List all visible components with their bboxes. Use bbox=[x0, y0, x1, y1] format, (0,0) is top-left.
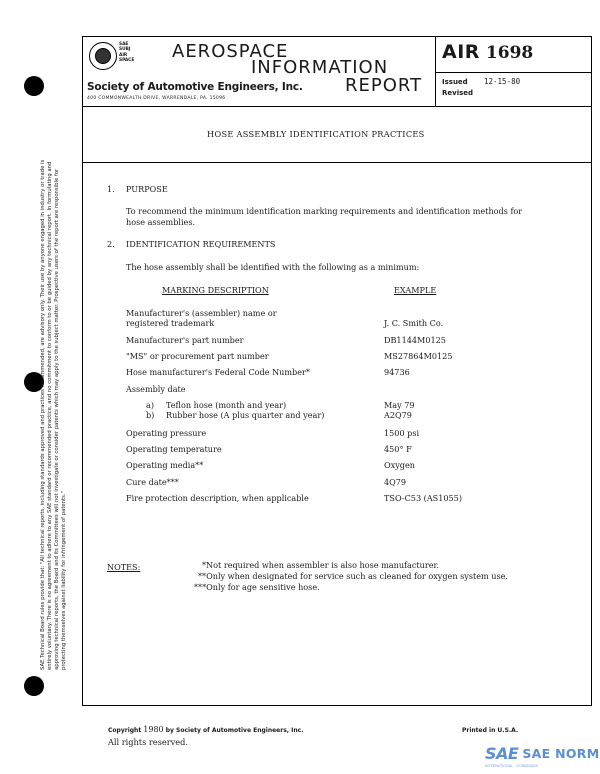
copyright-owner: by Society of Automotive Engineers, Inc. bbox=[165, 727, 304, 734]
table-row-desc: Fire protection description, when applicable bbox=[126, 493, 309, 503]
table-row-example: May 79 bbox=[384, 400, 415, 410]
table-row-example: Oxygen bbox=[384, 460, 415, 470]
note-line: **Only when designated for service such as cleaned for oxygen system use. bbox=[198, 571, 509, 581]
rights-reserved: All rights reserved. bbox=[108, 737, 188, 747]
table-row-prefix: a) bbox=[146, 400, 154, 410]
date-labels bbox=[442, 77, 473, 99]
issued-date: 12-15-80 bbox=[484, 77, 521, 86]
table-row-example: A2Q79 bbox=[384, 410, 412, 420]
air-label: AIR bbox=[442, 41, 480, 63]
table-row-example: 4Q79 bbox=[384, 477, 407, 487]
document-title-band bbox=[83, 107, 591, 163]
table-row-desc: Operating pressure bbox=[126, 428, 207, 438]
document-id-panel bbox=[435, 37, 591, 107]
notes-label: NOTES: bbox=[107, 562, 141, 572]
header-title-aerospace: AEROSPACE bbox=[172, 41, 289, 62]
sae-logo bbox=[89, 42, 117, 70]
table-row-desc: Operating temperature bbox=[126, 444, 222, 454]
sae-norm-logo-icon: SAE bbox=[485, 744, 519, 763]
logo-word: SPACE bbox=[119, 58, 135, 64]
air-number: 1698 bbox=[485, 43, 534, 63]
brand-subtitle: INTERNATIONAL · STANDARDS bbox=[485, 764, 538, 768]
copyright bbox=[108, 725, 304, 734]
table-row-desc: registered trademark bbox=[126, 318, 215, 328]
table-row-desc: Teflon hose (month and year) bbox=[166, 400, 287, 410]
table-row-example: MS27864M0125 bbox=[384, 351, 453, 361]
issued-label: Issued bbox=[442, 78, 468, 86]
society-name: Society of Automotive Engineers, Inc. bbox=[87, 81, 303, 93]
note-line: ***Only for age sensitive hose. bbox=[194, 582, 320, 592]
air-number-box bbox=[436, 37, 591, 73]
punch-hole-top bbox=[24, 76, 44, 96]
sae-norm-watermark bbox=[485, 744, 599, 763]
sae-logo-emblem-icon bbox=[95, 48, 111, 64]
table-row-example: DB1144M0125 bbox=[384, 335, 446, 345]
logo-word: AIR bbox=[119, 52, 128, 58]
table-row-desc: Hose manufacturer's Federal Code Number* bbox=[126, 367, 310, 377]
table-row-desc: Manufacturer's part number bbox=[126, 335, 244, 345]
table-row-desc: Cure date*** bbox=[126, 477, 179, 487]
note-line: *Not required when assembler is also hose manufacturer. bbox=[202, 560, 440, 570]
punch-hole-bottom bbox=[24, 676, 44, 696]
copyright-label: Copyright bbox=[108, 727, 142, 734]
logo-word: SUBJ bbox=[119, 47, 131, 53]
section-number: 1. bbox=[107, 184, 115, 194]
section-number: 2. bbox=[107, 239, 115, 249]
table-row-example: 1500 psi bbox=[384, 428, 420, 438]
disclaimer-text: SAE Technical Board rules provide that: "All technical reports, including standards approved and practices recommended, are advisory only. Their use by anyone engaged in industry or trade is entirely voluntary. There is no agreement to adhere to any SAE standard or recommended practice, and no commitment to conform to or be guided by any technical report. In formulating and approving technical reports, the Board and its Committees will not investigate or consider patents which may apply to the subject matter. Prospective users of the report are responsible for protecting themselves against liability for infringement of patents." bbox=[40, 159, 67, 670]
logo-words bbox=[119, 42, 134, 64]
table-row-desc: Assembly date bbox=[126, 384, 186, 394]
printed-in: Printed in U.S.A. bbox=[462, 727, 519, 734]
table-row-example: 450° F bbox=[384, 444, 412, 454]
table-row-prefix: b) bbox=[146, 410, 155, 420]
section-heading-identification: IDENTIFICATION REQUIREMENTS bbox=[126, 239, 276, 249]
column-header-example: EXAMPLE bbox=[394, 285, 437, 295]
identification-intro: The hose assembly shall be identified with the following as a minimum: bbox=[126, 262, 420, 272]
table-row-desc: Operating media** bbox=[126, 460, 204, 470]
table-row-desc: Manufacturer's (assembler) name or bbox=[126, 308, 277, 318]
table-row-example: TSO-C53 (AS1055) bbox=[384, 493, 462, 503]
copyright-year: 1980 bbox=[143, 725, 164, 734]
header-title-report: REPORT bbox=[345, 75, 423, 96]
society-address: 400 COMMONWEALTH DRIVE, WARRENDALE, PA. 15096 bbox=[87, 96, 226, 101]
section-heading-purpose: PURPOSE bbox=[126, 184, 168, 194]
table-row-desc: Rubber hose (A plus quarter and year) bbox=[166, 410, 325, 420]
logo-word: SAE bbox=[119, 42, 129, 47]
revised-label: Revised bbox=[442, 89, 474, 97]
table-row-desc: "MS" or procurement part number bbox=[126, 351, 269, 361]
purpose-text-line: hose assemblies. bbox=[126, 217, 196, 227]
document-header bbox=[83, 37, 591, 107]
table-row-example: 94736 bbox=[384, 367, 410, 377]
column-header-marking: MARKING DESCRIPTION bbox=[162, 285, 269, 295]
header-title-information: INFORMATION bbox=[251, 57, 389, 78]
purpose-text-line: To recommend the minimum identification marking requirements and identification methods for bbox=[126, 206, 523, 216]
disclaimer-sidebar bbox=[32, 140, 76, 670]
table-row-example: J. C. Smith Co. bbox=[384, 318, 444, 328]
document-title: HOSE ASSEMBLY IDENTIFICATION PRACTICES bbox=[207, 129, 425, 139]
brand-name: SAE NORM bbox=[522, 746, 600, 761]
